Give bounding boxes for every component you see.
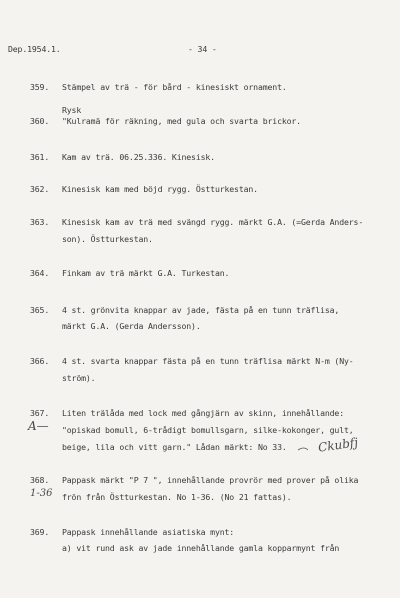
entry-text: Stämpel av trä - för bård - kinesiskt ornament. [62,82,287,92]
entry-text: Finkam av trä märkt G.A. Turkestan. [62,268,230,278]
entry-text: son). Östturkestan. [62,234,153,244]
entry-text: "opiskad bomull, 6-trådigt bomullsgarn, silke-kokonger, gult, [62,425,354,435]
entry-text: Kinesisk kam med böjd rygg. Östturkestan. [62,184,258,194]
entry-text: Pappask märkt "P 7 ", innehållande provrör med prover på olika [62,475,359,485]
entry-number: 369. [30,527,50,537]
margin-note: A— [28,419,49,433]
entry-number: 366. [30,356,50,366]
entry-text: a) vit rund ask av jade innehållande gamla kopparmynt från [62,543,340,553]
document-reference: Dep.1954.1. [8,44,61,54]
entry-number: 364. [30,268,50,278]
entry-number: 361. [30,152,50,162]
entry-text: Pappask innehållande asiatiska mynt: [62,527,235,537]
entry-number: 365. [30,305,50,315]
entry-text: beige, lila och vitt garn." Lådan märkt: No 33. [62,442,287,452]
entry-number: 363. [30,217,50,227]
entry-number: 359. [30,82,50,92]
entry-number: 362. [30,184,50,194]
entry-number: 368. [30,475,50,485]
entry-text: ström). [62,373,96,383]
entry-number: 367. [30,408,50,418]
entry-text: Liten trälåda med lock med gångjärn av skinn, innehållande: [62,408,344,418]
page-number: - 34 - [188,44,217,54]
margin-note: 1-36 [30,488,53,499]
entry-text: märkt G.A. (Gerda Andersson). [62,321,201,331]
entry-annotation: Rysk [62,105,82,115]
entry-text: 4 st. svarta knappar fästa på en tunn träflisa märkt N-m (Ny- [62,356,354,366]
entry-text: Kinesisk kam av trä med svängd rygg. märkt G.A. (=Gerda Anders- [62,217,364,227]
entry-number: 360. [30,116,50,126]
handwritten-note: Ckubfj [317,435,359,455]
entry-text: Kam av trä. 06.25.336. Kinesisk. [62,152,215,162]
entry-text: frön från Östturkestan. No 1-36. (No 21 fattas). [62,492,292,502]
entry-text: "Kulramä för räkning, med gula och svarta brickor. [62,116,301,126]
entry-text: 4 st. grönvita knappar av jade, fästa på en tunn träflisa, [62,305,340,315]
